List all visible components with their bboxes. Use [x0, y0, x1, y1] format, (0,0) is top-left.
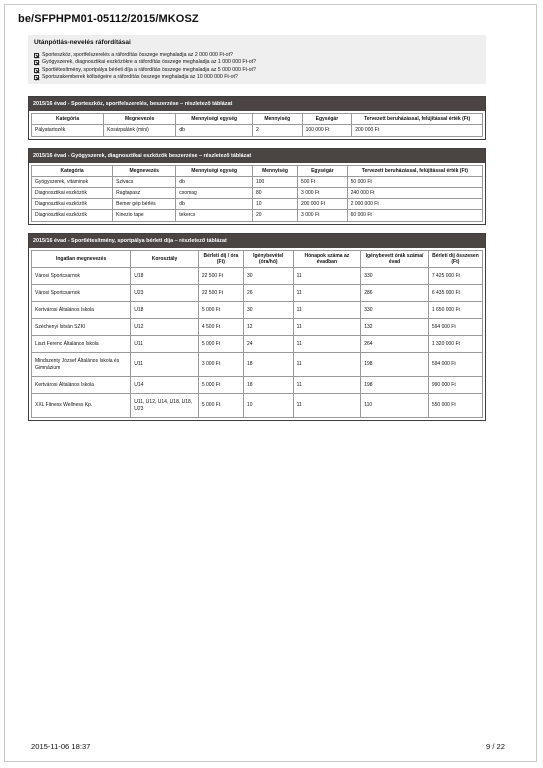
equipment-table-title: 2015/16 évad - Sporteszköz, sportfelszerelés, beszerzése – részletező táblázat: [29, 97, 485, 111]
medical-table: [31, 165, 483, 222]
table-cell: Diagnosztikai eszközök: [32, 210, 113, 221]
medical-table-inner: [29, 163, 485, 224]
table-cell: 5 000 Ft: [198, 302, 243, 319]
table-cell: U14: [131, 377, 199, 394]
page-number: 9 / 22: [486, 742, 505, 751]
table-cell: db: [176, 176, 253, 187]
table-cell: 500 Ft: [298, 176, 348, 187]
summary-section: [28, 35, 486, 84]
table-cell: U11: [131, 353, 199, 377]
summary-item-label: Sporteszköz, sportfelszerelés a ráfordítás összege meghaladja az 2 000 000 Ft-ot?: [42, 52, 233, 58]
table-cell: 200 000 Ft: [352, 125, 483, 136]
column-header: Kategória: [32, 165, 113, 176]
summary-item: [34, 67, 480, 74]
table-cell: 990 000 Ft: [428, 377, 482, 394]
table-cell: Szivacs: [113, 176, 176, 187]
summary-item: [34, 52, 480, 59]
table-cell: Kertvárosi Általános Iskola: [32, 302, 131, 319]
table-cell: 100: [252, 176, 297, 187]
table-cell: 1 650 000 Ft: [428, 302, 482, 319]
table-cell: Kertvárosi Általános Iskola: [32, 377, 131, 394]
column-header: Igénybevett órák száma/évad: [361, 250, 429, 267]
table-cell: U18: [131, 302, 199, 319]
table-cell: 330: [361, 302, 429, 319]
table-cell: XXL Fitness Wellness Kp.: [32, 394, 131, 418]
column-header: Mennyiség: [252, 165, 297, 176]
table-cell: 198: [361, 377, 429, 394]
table-row: [32, 302, 483, 319]
summary-item-label: Gyógyszerek, diagnosztikai eszközökre a ráfordítás összege meghaladja az 1 000 000 Ft-ot?: [42, 59, 256, 66]
medical-table-title: 2015/16 évad - Gyógyszerek, diagnosztikai eszközök beszerzése – részletező táblázat: [29, 149, 485, 163]
table-cell: 18: [243, 353, 293, 377]
table-cell: 132: [361, 319, 429, 336]
content: [28, 35, 486, 429]
column-header: Tervezett beruházással, felújítással érték (Ft): [347, 165, 482, 176]
table-header-row: [32, 114, 483, 125]
table-cell: Liszt Ferenc Általános Iskola: [32, 336, 131, 353]
table-cell: 11: [293, 353, 361, 377]
table-cell: U23: [131, 285, 199, 302]
table-cell: 286: [361, 285, 429, 302]
table-cell: 60 000 Ft: [347, 210, 482, 221]
table-cell: U12: [131, 319, 199, 336]
summary-item-label: Sportszakemberek költségeire a ráfordítás összege meghaladja az 10 000 000 Ft-ot?: [42, 73, 238, 80]
table-cell: 11: [293, 302, 361, 319]
facility-rental-table: [31, 250, 483, 418]
table-cell: Diagnosztikai eszközök: [32, 188, 113, 199]
column-header: Bérleti díj / óra (Ft): [198, 250, 243, 267]
table-cell: U18: [131, 268, 199, 285]
column-header: Korosztály: [131, 250, 199, 267]
table-cell: 100 000 Ft: [302, 125, 352, 136]
table-cell: Diagnosztikai eszközök: [32, 199, 113, 210]
checked-checkbox-icon[interactable]: [34, 75, 39, 80]
table-cell: Széchenyi István SZKI: [32, 319, 131, 336]
table-cell: 24: [243, 336, 293, 353]
table-cell: Városi Sportcsarnok: [32, 285, 131, 302]
table-cell: 20: [252, 210, 297, 221]
table-cell: 11: [293, 319, 361, 336]
table-row: [32, 336, 483, 353]
table-cell: 12: [243, 319, 293, 336]
table-header-row: [32, 165, 483, 176]
table-cell: 594 000 Ft: [428, 353, 482, 377]
table-row: [32, 188, 483, 199]
medical-table-block: [28, 148, 486, 225]
table-cell: 11: [293, 394, 361, 418]
facility-rental-table-block: [28, 233, 486, 421]
facility-rental-table-inner: [29, 248, 485, 420]
summary-item: [34, 74, 480, 81]
table-cell: 3 000 Ft: [198, 353, 243, 377]
table-header-row: [32, 250, 483, 267]
table-cell: 22 500 Ft: [198, 285, 243, 302]
equipment-table-block: [28, 96, 486, 139]
table-cell: 10: [243, 394, 293, 418]
table-cell: 5 000 Ft: [198, 336, 243, 353]
summary-item-label: Sportlétesítmény, sportpálya bérleti díja a ráfordítás összege meghaladja az 5 000 000 Ft-ot?: [42, 66, 256, 73]
table-cell: 3 000 Ft: [298, 210, 348, 221]
column-header: Igénybevétel (óra/hó): [243, 250, 293, 267]
table-row: [32, 125, 483, 136]
table-cell: 11: [293, 377, 361, 394]
table-cell: Mindszenty József Általános Iskola és Gimnázium: [32, 353, 131, 377]
table-cell: 11: [293, 336, 361, 353]
table-cell: 264: [361, 336, 429, 353]
table-cell: Ragtapasz: [113, 188, 176, 199]
table-cell: Bemer gép bérlés: [113, 199, 176, 210]
table-cell: 200 000 Ft: [298, 199, 348, 210]
column-header: Ingatlan megnevezés: [32, 250, 131, 267]
column-header: Mennyiségi egység: [176, 114, 253, 125]
table-cell: 30: [243, 268, 293, 285]
table-row: [32, 210, 483, 221]
table-cell: U11, U12, U14, U18, U18, U23: [131, 394, 199, 418]
table-row: [32, 285, 483, 302]
checked-checkbox-icon[interactable]: [34, 60, 39, 65]
table-cell: tekercs: [176, 210, 253, 221]
table-cell: 30: [243, 302, 293, 319]
checked-checkbox-icon[interactable]: [34, 53, 39, 58]
column-header: Megnevezés: [104, 114, 176, 125]
equipment-table: [31, 113, 483, 136]
column-header: Mennyiségi egység: [176, 165, 253, 176]
column-header: Egységár: [298, 165, 348, 176]
facility-rental-table-title: 2015/16 évad - Sportlétesítmény, sportpálya bérleti díja – részletező táblázat: [29, 234, 485, 248]
table-cell: 5 000 Ft: [198, 377, 243, 394]
table-cell: 1 320 000 Ft: [428, 336, 482, 353]
table-cell: Városi Sportcsarnok: [32, 268, 131, 285]
table-cell: 4 500 Ft: [198, 319, 243, 336]
column-header: Mennyiség: [252, 114, 302, 125]
table-cell: db: [176, 125, 253, 136]
table-cell: 2 000 000 Ft: [347, 199, 482, 210]
document-id: be/SFPHPM01-05112/2015/MKOSZ: [18, 13, 199, 25]
column-header: Bérleti díj összesen (Ft): [428, 250, 482, 267]
table-cell: 240 000 Ft: [347, 188, 482, 199]
column-header: Megnevezés: [113, 165, 176, 176]
table-cell: 11: [293, 285, 361, 302]
column-header: Tervezett beruházással, felújítással érték (Ft): [352, 114, 483, 125]
table-cell: 550 000 Ft: [428, 394, 482, 418]
table-cell: 26: [243, 285, 293, 302]
table-cell: 5 000 Ft: [198, 394, 243, 418]
table-cell: 110: [361, 394, 429, 418]
table-cell: db: [176, 199, 253, 210]
table-cell: 3 000 Ft: [298, 188, 348, 199]
table-cell: 7 425 000 Ft: [428, 268, 482, 285]
column-header: Egységár: [302, 114, 352, 125]
table-cell: 594 000 Ft: [428, 319, 482, 336]
summary-title: Utánpótlás-nevelés ráfordításai: [34, 39, 131, 46]
table-cell: 22 500 Ft: [198, 268, 243, 285]
table-row: [32, 199, 483, 210]
table-cell: csomag: [176, 188, 253, 199]
checked-checkbox-icon[interactable]: [34, 68, 39, 73]
table-cell: 18: [243, 377, 293, 394]
table-row: [32, 268, 483, 285]
footer-timestamp: 2015-11-06 18:37: [31, 742, 91, 751]
table-cell: 11: [293, 268, 361, 285]
table-cell: 330: [361, 268, 429, 285]
table-cell: 50 000 Ft: [347, 176, 482, 187]
table-cell: U11: [131, 336, 199, 353]
table-cell: Kinezio tape: [113, 210, 176, 221]
table-row: [32, 377, 483, 394]
table-cell: Pályatartozék: [32, 125, 104, 136]
equipment-table-inner: [29, 111, 485, 138]
table-cell: Kosárpalánk (mini): [104, 125, 176, 136]
table-cell: 2: [252, 125, 302, 136]
summary-item: [34, 59, 480, 66]
table-row: [32, 176, 483, 187]
table-row: [32, 319, 483, 336]
column-header: Hónapok száma az évadban: [293, 250, 361, 267]
table-cell: 198: [361, 353, 429, 377]
table-row: [32, 394, 483, 418]
table-cell: 6 435 000 Ft: [428, 285, 482, 302]
column-header: Kategória: [32, 114, 104, 125]
table-cell: Gyógyszerek, vitaminok: [32, 176, 113, 187]
table-row: [32, 353, 483, 377]
table-cell: 80: [252, 188, 297, 199]
table-cell: 10: [252, 199, 297, 210]
